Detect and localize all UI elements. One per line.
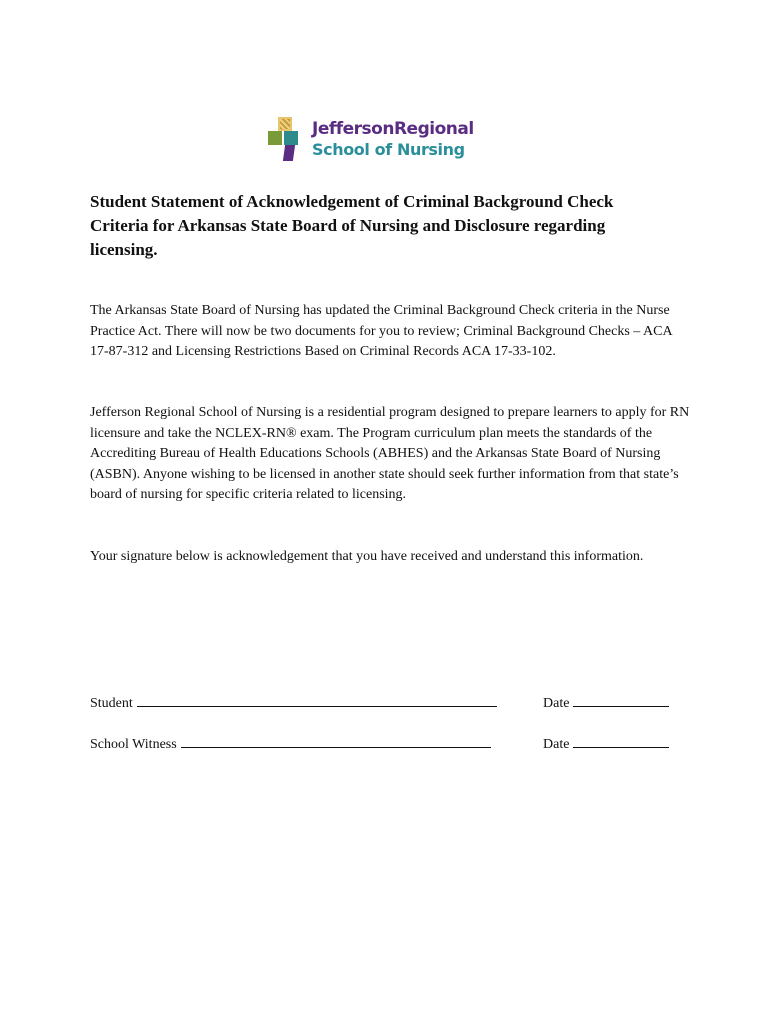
- witness-signature-row: [90, 732, 491, 755]
- paragraph-acknowledgement: Your signature below is acknowledgement that you have received and understand this information.: [90, 549, 644, 564]
- witness-date-label: Date: [543, 737, 570, 752]
- student-signature-line[interactable]: [137, 691, 497, 707]
- student-label: Student: [90, 696, 133, 711]
- witness-signature-line[interactable]: [181, 732, 491, 748]
- student-signature-row: [90, 691, 497, 714]
- paragraph-board-update: The Arkansas State Board of Nursing has updated the Criminal Background Check criteria in the Nurse Practice Act. There will now be two documents for you to review; Criminal Background Checks – ACA 17-87-312 and Licensing Restrictions Based on Criminal Records ACA 17-33-102.: [90, 303, 672, 360]
- student-date-row: [543, 691, 669, 714]
- document-title: Student Statement of Acknowledgement of Criminal Background Check Criteria for Arkansas State Board of Nursing and Disclosure regarding licensing.: [90, 192, 614, 259]
- student-date-label: Date: [543, 696, 570, 711]
- logo-name-line1: JeffersonRegional: [312, 118, 474, 139]
- witness-label: School Witness: [90, 737, 177, 752]
- witness-date-row: [543, 732, 669, 755]
- cross-logo-icon: [268, 117, 298, 161]
- logo-name-line2: School of Nursing: [312, 139, 465, 159]
- paragraph-program-info: Jefferson Regional School of Nursing is a residential program designed to prepare learners to apply for RN licensure and take the NCLEX-RN® exam. The Program curriculum plan meets the standards of the Accrediting Bureau of Health Educations Schools (ABHES) and the Arkansas State Board of Nursing (ASBN). Anyone wishing to be licensed in another state should seek further information from that state’s board of nursing for specific criteria related to licensing.: [90, 405, 690, 503]
- logo-wordmark: [312, 118, 474, 159]
- student-date-line[interactable]: [573, 691, 669, 707]
- school-logo: [268, 116, 478, 162]
- witness-date-line[interactable]: [573, 732, 669, 748]
